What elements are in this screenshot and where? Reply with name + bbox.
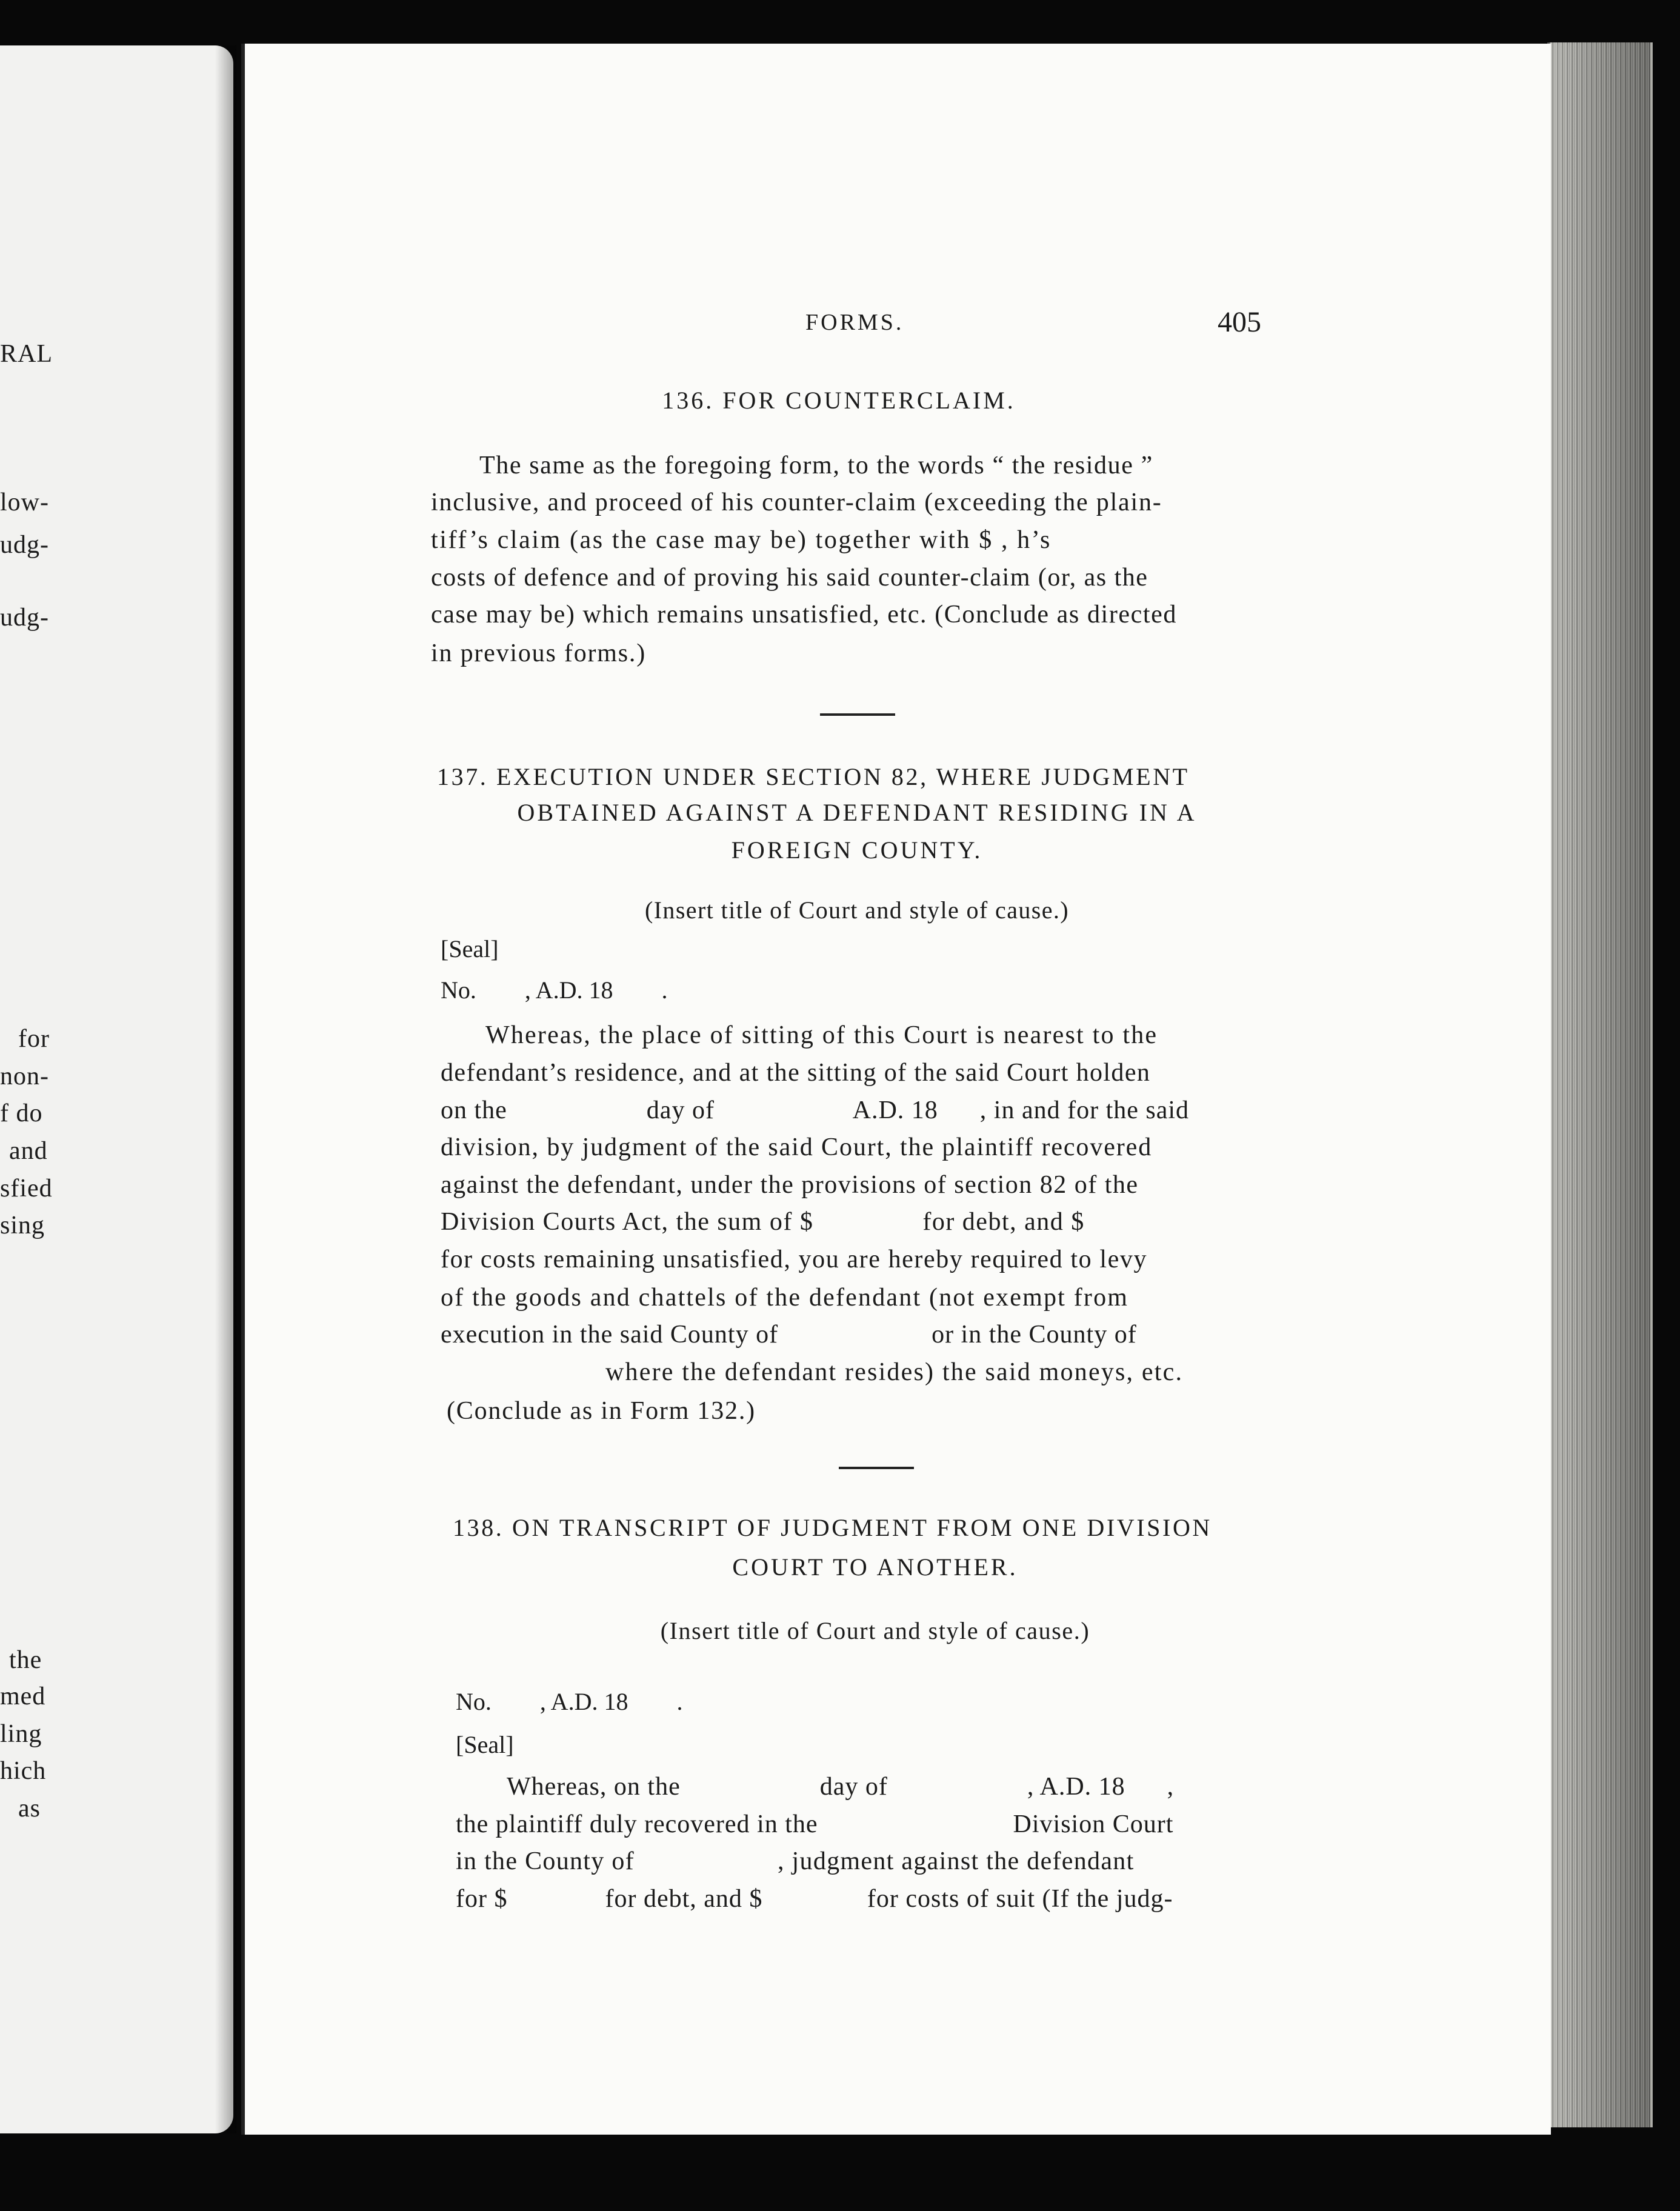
text-line: inclusive, and proceed of his counter-claim (exceeding the plain- [431, 489, 1162, 516]
heading-line: 137. EXECUTION UNDER SECTION 82, WHERE JUDGMENT [437, 763, 1190, 790]
text-line: of the goods and chattels of the defendant (not exempt from [441, 1284, 1129, 1312]
left-page-fragment: sing [0, 1212, 45, 1239]
insert-title-note: (Insert title of Court and style of cause.) [660, 1617, 1090, 1644]
book-page [241, 44, 1551, 2135]
heading-line: FOREIGN COUNTY. [731, 836, 983, 864]
left-page-fragment: hich [0, 1757, 47, 1785]
page-number: 405 [1218, 306, 1261, 338]
heading-line: OBTAINED AGAINST A DEFENDANT RESIDING IN A [517, 799, 1197, 826]
left-page-fragment: med [0, 1682, 46, 1710]
text-line: Division Courts Act, the sum of $ for debt, and $ [441, 1208, 1085, 1236]
left-page-fragment: udg- [0, 604, 49, 632]
left-page-fragment: low- [0, 489, 49, 516]
text-line: in the County of , judgment against the defendant [456, 1847, 1135, 1875]
left-facing-page [0, 45, 233, 2133]
section-divider [839, 1467, 914, 1469]
text-line: tiff’s claim (as the case may be) together with $ , h’s [431, 526, 1052, 554]
text-line: for costs remaining unsatisfied, you are hereby required to levy [441, 1246, 1148, 1273]
text-line: on the day of A.D. 18 , in and for the said [441, 1096, 1190, 1124]
text-line: in previous forms.) [431, 639, 646, 667]
left-page-fragment: f do [0, 1099, 43, 1127]
heading-line: COURT TO ANOTHER. [732, 1553, 1018, 1581]
text-line: where the defendant resides) the said moneys, etc. [605, 1358, 1184, 1386]
left-page-fragment: ling [0, 1720, 42, 1748]
text-line: case may be) which remains unsatisfied, etc. (Conclude as directed [431, 601, 1178, 629]
seal-label: [Seal] [456, 1731, 514, 1758]
left-page-fragment: the [9, 1646, 42, 1674]
form-136-heading: 136. FOR COUNTERCLAIM. [662, 387, 1016, 414]
left-page-fragment: as [18, 1795, 41, 1822]
text-line: (Conclude as in Form 132.) [447, 1397, 756, 1425]
text-line: defendant’s residence, and at the sitting of the said Court holden [441, 1059, 1151, 1087]
page-edge-shade [1547, 42, 1650, 2127]
text-line: against the defendant, under the provisions of section 82 of the [441, 1171, 1139, 1199]
section-divider [820, 713, 895, 716]
left-page-fragment: for [18, 1025, 50, 1053]
running-title: FORMS. [805, 310, 904, 335]
left-page-fragment: RAL [0, 340, 53, 368]
left-page-fragment: and [9, 1137, 48, 1165]
text-line: division, by judgment of the said Court, the plaintiff recovered [441, 1133, 1153, 1161]
text-line: Whereas, the place of sitting of this Court is nearest to the [485, 1021, 1158, 1049]
text-line: Whereas, on the day of , A.D. 18 , [507, 1773, 1175, 1801]
heading-line: 138. ON TRANSCRIPT OF JUDGMENT FROM ONE DIVISION [453, 1514, 1212, 1541]
number-line: No. , A.D. 18 . [456, 1688, 683, 1715]
left-page-fragment: sfied [0, 1175, 53, 1202]
text-line: the plaintiff duly recovered in the Division Court [456, 1810, 1174, 1838]
insert-title-note: (Insert title of Court and style of cause.) [644, 896, 1069, 924]
seal-label: [Seal] [441, 935, 499, 962]
text-line: costs of defence and of proving his said counter-claim (or, as the [431, 564, 1148, 592]
page-gutter-shadow [215, 45, 236, 2133]
left-page-fragment: udg- [0, 531, 49, 559]
text-line: The same as the foregoing form, to the words “ the residue ” [479, 452, 1153, 479]
text-line: execution in the said County of or in the County of [441, 1321, 1137, 1349]
number-line: No. , A.D. 18 . [441, 976, 668, 1004]
text-line: for $ for debt, and $ for costs of suit (If the judg- [456, 1885, 1173, 1913]
left-page-fragment: non- [0, 1062, 49, 1090]
